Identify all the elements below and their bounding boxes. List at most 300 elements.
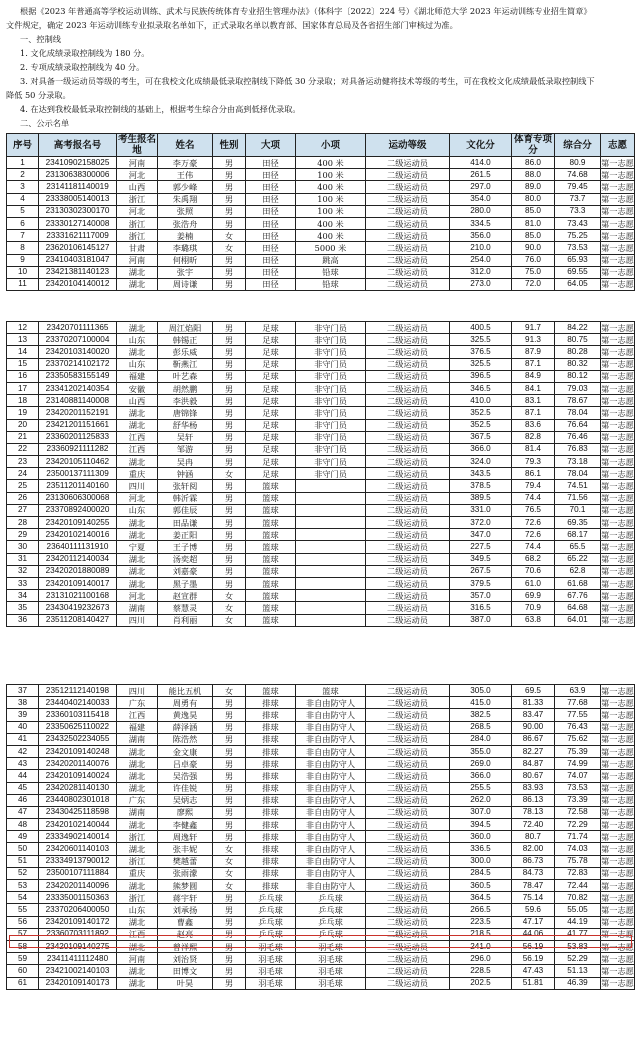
table-cell: 64.68 [555, 602, 601, 614]
table-cell [296, 553, 366, 565]
table-cell: 42 [7, 745, 39, 757]
table-row [7, 407, 635, 419]
table-cell: 76.64 [555, 419, 601, 431]
table-cell: 74.4 [512, 541, 555, 553]
table-row [7, 855, 635, 867]
table-cell: 二级运动员 [366, 590, 450, 602]
table-cell: 223.5 [450, 916, 512, 928]
table-cell: 355.0 [450, 745, 512, 757]
table-cell: 第一志愿 [601, 359, 634, 370]
table-cell: 266.5 [450, 904, 512, 916]
table-cell: 23421201151661 [39, 419, 117, 431]
table-cell: 男 [213, 965, 246, 977]
table-cell: 85.0 [512, 205, 555, 217]
table-cell: 74.68 [555, 169, 601, 181]
table-cell: 23420112140034 [39, 553, 117, 565]
table-cell [296, 590, 366, 602]
table-cell: 8 [7, 242, 39, 254]
table-cell: 312.0 [450, 266, 512, 278]
table-row [7, 806, 635, 818]
table-cell: 55.05 [555, 904, 601, 916]
table-cell: 李万豪 [158, 157, 213, 169]
table-row [7, 266, 635, 278]
table-cell: 男 [213, 904, 246, 916]
table-cell: 331.0 [450, 504, 512, 516]
table-cell: 23350583155149 [39, 370, 117, 382]
table-cell: 湖北 [117, 346, 158, 358]
table-cell: 366.0 [450, 770, 512, 782]
table-cell: 第一志愿 [601, 602, 634, 613]
table-cell: 23421381140123 [39, 266, 117, 278]
table-cell: 山东 [117, 334, 158, 346]
table-cell: 400 米 [296, 181, 366, 193]
table-cell: 湖南 [117, 733, 158, 745]
table-cell: 二级运动员 [366, 504, 450, 516]
table-cell: 349.5 [450, 553, 512, 565]
table-cell: 山东 [117, 504, 158, 516]
table-cell: 73.18 [555, 456, 601, 468]
table-cell: 女 [213, 685, 246, 697]
table-cell: 360.5 [450, 880, 512, 892]
table-cell: 二级运动员 [366, 382, 450, 394]
table-cell: 二级运动员 [366, 517, 450, 529]
table-cell: 第一志愿 [601, 346, 634, 357]
table-cell: 23130606300068 [39, 492, 117, 504]
table-cell: 23420104140012 [39, 278, 117, 290]
table-row [7, 382, 635, 394]
table-cell: 73.53 [555, 242, 601, 254]
table-cell: 非自由防守人 [296, 855, 366, 867]
table-cell: 23420109140173 [39, 977, 117, 989]
table-cell: 79.03 [555, 382, 601, 394]
table-cell: 黑子墨 [158, 577, 213, 589]
table-cell: 非守门员 [296, 395, 366, 407]
table-cell: 男 [213, 721, 246, 733]
table-cell: 二级运动员 [366, 880, 450, 892]
table-cell: 周江焰阳 [158, 322, 213, 334]
table-cell: 372.0 [450, 517, 512, 529]
table-cell: 56.19 [512, 953, 555, 965]
table-cell: 第一志愿 [601, 746, 634, 757]
table-cell: 男 [213, 193, 246, 205]
table-cell: 朱禹翔 [158, 193, 213, 205]
table-cell: 65.5 [555, 541, 601, 553]
table-cell: 福建 [117, 721, 158, 733]
table-cell: 重庆 [117, 867, 158, 879]
table-cell: 76.83 [555, 443, 601, 455]
table-cell: 61.0 [512, 577, 555, 589]
table-cell: 325.5 [450, 334, 512, 346]
table-cell: 74.51 [555, 480, 601, 492]
table-cell: 广东 [117, 697, 158, 709]
table-cell: 二级运动员 [366, 169, 450, 181]
table-cell: 87.9 [512, 346, 555, 358]
table-cell: 湖南 [117, 806, 158, 818]
table-cell: 非自由防守人 [296, 806, 366, 818]
table-cell: 273.0 [450, 278, 512, 290]
table-row [7, 334, 635, 346]
table-cell: 唐锦锋 [158, 407, 213, 419]
table-row [7, 443, 635, 455]
table-cell: 排球 [246, 855, 296, 867]
table-cell: 江西 [117, 431, 158, 443]
table-cell: 二级运动员 [366, 953, 450, 965]
table-cell: 二级运动员 [366, 843, 450, 855]
table-row [7, 322, 635, 334]
table-cell: 女 [213, 614, 246, 626]
table-cell: 排球 [246, 709, 296, 721]
table-cell: 曾祥熙 [158, 940, 213, 952]
table-row [7, 278, 635, 290]
table-cell: 吴浩强 [158, 770, 213, 782]
table-cell: 23440802301018 [39, 794, 117, 806]
table-cell [296, 541, 366, 553]
table-row [7, 480, 635, 492]
table-cell: 二级运动员 [366, 697, 450, 709]
table-cell: 周诗谦 [158, 278, 213, 290]
table-cell: 23430419232673 [39, 602, 117, 614]
table-cell: 23360921111282 [39, 443, 117, 455]
table-cell: 45 [7, 782, 39, 794]
table-cell: 23 [7, 456, 39, 468]
table-cell: 二级运动员 [366, 334, 450, 346]
table-cell: 357.0 [450, 590, 512, 602]
table-cell: 23330127140008 [39, 217, 117, 229]
table-cell: 第一志愿 [601, 395, 634, 406]
table-cell: 乒乓球 [296, 928, 366, 940]
control-line-3-cont: 降低 50 分录取。 [6, 90, 71, 100]
table-cell: 张丰妮 [158, 843, 213, 855]
table-cell: 第一志愿 [601, 371, 634, 382]
col-header: 考生报名地 [117, 134, 156, 156]
table-row [7, 745, 635, 757]
table-cell: 23420109140172 [39, 916, 117, 928]
table-cell: 篮球 [246, 614, 296, 626]
table-row [7, 358, 635, 370]
table-row [7, 831, 635, 843]
table-row [7, 217, 635, 229]
table-cell: 非自由防守人 [296, 843, 366, 855]
table-cell: 山西 [117, 395, 158, 407]
table-cell: 23420201880089 [39, 565, 117, 577]
table-cell: 72.6 [512, 529, 555, 541]
table-cell: 87.1 [512, 407, 555, 419]
table-cell: 79.3 [512, 456, 555, 468]
table-cell: 非自由防守人 [296, 880, 366, 892]
table-cell: 男 [213, 565, 246, 577]
table-cell: 篮球 [246, 577, 296, 589]
table-cell: 63.9 [555, 685, 601, 697]
table-row [7, 517, 635, 529]
table-cell: 田径 [246, 169, 296, 181]
table-cell: 篮球 [296, 685, 366, 697]
table-cell: 湖北 [117, 565, 158, 577]
table-cell: 69.5 [512, 685, 555, 697]
table-row [7, 468, 635, 480]
table-cell: 23341202140354 [39, 382, 117, 394]
table-cell: 排球 [246, 758, 296, 770]
table-cell: 第一志愿 [601, 279, 634, 290]
table-cell: 排球 [246, 819, 296, 831]
table-cell: 浙江 [117, 892, 158, 904]
table-cell: 71.56 [555, 492, 601, 504]
table-row [7, 504, 635, 516]
table-cell: 第一志愿 [601, 169, 634, 180]
table-cell [296, 504, 366, 516]
table-cell: 23411411112480 [39, 953, 117, 965]
table-cell: 3 [7, 181, 39, 193]
table-cell: 75.0 [512, 266, 555, 278]
table-cell: 72.6 [512, 517, 555, 529]
col-header: 序号 [7, 134, 39, 157]
table-cell: 第一志愿 [601, 206, 634, 217]
table-cell: 23350625110022 [39, 721, 117, 733]
table-cell: 72.40 [512, 819, 555, 831]
table-cell: 四川 [117, 685, 158, 697]
table-cell: 田径 [246, 278, 296, 290]
table-cell: 91.3 [512, 334, 555, 346]
table-cell: 广东 [117, 794, 158, 806]
table-cell: 84.1 [512, 382, 555, 394]
table-cell: 湖北 [117, 322, 158, 334]
table-cell: 非自由防守人 [296, 721, 366, 733]
table-cell: 60 [7, 965, 39, 977]
table-cell: 53 [7, 880, 39, 892]
table-cell: 23410902158025 [39, 157, 117, 169]
table-cell: 男 [213, 953, 246, 965]
table-row [7, 205, 635, 217]
table-cell: 二级运动员 [366, 855, 450, 867]
table-cell: 46.39 [555, 977, 601, 989]
table-cell: 83.6 [512, 419, 555, 431]
table-cell: 李璐琪 [158, 242, 213, 254]
table-cell: 田博文 [158, 965, 213, 977]
table-cell: 91.7 [512, 322, 555, 334]
roster-table-1 [6, 133, 635, 291]
table-cell: 羽毛球 [246, 965, 296, 977]
table-cell: 二级运动员 [366, 157, 450, 169]
col-header: 体育专项分 [512, 134, 555, 157]
table-cell: 74.99 [555, 758, 601, 770]
table-cell: 23440402140033 [39, 697, 117, 709]
table-cell: 乒乓球 [296, 892, 366, 904]
table-cell: 篮球 [246, 602, 296, 614]
table-cell: 41.77 [555, 928, 601, 940]
col-header: 姓名 [158, 134, 213, 157]
table-cell: 二级运动员 [366, 892, 450, 904]
table-cell: 354.0 [450, 193, 512, 205]
table-cell: 第一志愿 [601, 709, 634, 720]
table-cell: 86.67 [512, 733, 555, 745]
table-cell: 54 [7, 892, 39, 904]
table-cell: 400 米 [296, 217, 366, 229]
table-cell: 二级运动员 [366, 831, 450, 843]
table-cell: 75.62 [555, 733, 601, 745]
table-cell: 378.5 [450, 480, 512, 492]
table-cell: 湖北 [117, 745, 158, 757]
table-cell: 49 [7, 831, 39, 843]
table-cell: 70.9 [512, 602, 555, 614]
table-cell: 羽毛球 [246, 977, 296, 989]
table-cell: 第一志愿 [601, 856, 634, 867]
table-cell: 第一志愿 [601, 758, 634, 769]
table-cell: 25 [7, 480, 39, 492]
table-cell: 第一志愿 [601, 697, 634, 708]
table-cell: 376.5 [450, 346, 512, 358]
table-cell: 安徽 [117, 382, 158, 394]
table-cell: 10 [7, 266, 39, 278]
table-cell: 69.9 [512, 590, 555, 602]
table-cell: 352.5 [450, 419, 512, 431]
table-cell: 53.83 [555, 940, 601, 952]
table-cell: 23360103115418 [39, 709, 117, 721]
table-cell: 第一志愿 [601, 807, 634, 818]
table-cell: 男 [213, 770, 246, 782]
table-cell: 排球 [246, 782, 296, 794]
table-cell: 23432502234055 [39, 733, 117, 745]
table-cell: 男 [213, 577, 246, 589]
table-cell: 二级运动员 [366, 770, 450, 782]
table-cell: 23360201125833 [39, 431, 117, 443]
table-cell: 女 [213, 880, 246, 892]
table-cell: 70.1 [555, 504, 601, 516]
table-cell: 张宇 [158, 266, 213, 278]
table-cell: 二级运动员 [366, 217, 450, 229]
table-cell: 73.53 [555, 782, 601, 794]
col-header: 性别 [213, 134, 246, 157]
table-cell: 男 [213, 419, 246, 431]
table-cell: 77.68 [555, 697, 601, 709]
table-cell: 张照 [158, 205, 213, 217]
table-cell: 宁夏 [117, 541, 158, 553]
table-cell: 韩沂霖 [158, 492, 213, 504]
table-cell: 男 [213, 358, 246, 370]
table-row [7, 953, 635, 965]
table-cell: 415.0 [450, 697, 512, 709]
table-cell: 湖北 [117, 266, 158, 278]
table-cell: 田径 [246, 217, 296, 229]
table-cell: 86.13 [512, 794, 555, 806]
table-cell: 72.29 [555, 819, 601, 831]
table-cell: 篮球 [246, 504, 296, 516]
table-cell: 湖北 [117, 517, 158, 529]
table-cell: 江西 [117, 709, 158, 721]
table-cell: 75.25 [555, 230, 601, 242]
table-cell: 姜正阳 [158, 529, 213, 541]
table-cell: 跳高 [296, 254, 366, 266]
table-cell: 第一志愿 [601, 795, 634, 806]
table-cell: 73.43 [555, 217, 601, 229]
table-cell: 316.5 [450, 602, 512, 614]
table-cell: 40 [7, 721, 39, 733]
table-cell: 20 [7, 419, 39, 431]
table-cell: 非自由防守人 [296, 733, 366, 745]
table-cell: 第一志愿 [601, 456, 634, 467]
table-cell: 61.68 [555, 577, 601, 589]
table-cell: 足球 [246, 370, 296, 382]
table-cell: 湖北 [117, 407, 158, 419]
table-cell: 熊梦圆 [158, 880, 213, 892]
table-row [7, 685, 635, 697]
table-cell: 81.33 [512, 697, 555, 709]
table-cell: 福建 [117, 370, 158, 382]
table-row [7, 254, 635, 266]
table-cell: 山东 [117, 904, 158, 916]
table-cell: 24 [7, 468, 39, 480]
table-cell: 田径 [246, 266, 296, 278]
col-header: 文化分 [450, 134, 512, 157]
table-cell: 湖南 [117, 602, 158, 614]
table-cell: 81.0 [512, 217, 555, 229]
table-cell: 75.14 [512, 892, 555, 904]
table-cell: 郭佳辰 [158, 504, 213, 516]
table-cell: 63.8 [512, 614, 555, 626]
table-cell: 77.55 [555, 709, 601, 721]
table-cell: 80.12 [555, 370, 601, 382]
table-cell: 23420105110462 [39, 456, 117, 468]
table-cell: 31 [7, 553, 39, 565]
table-cell: 排球 [246, 806, 296, 818]
table-cell: 23420109140255 [39, 517, 117, 529]
table-cell: 湖北 [117, 916, 158, 928]
table-row [7, 242, 635, 254]
table-cell: 366.0 [450, 443, 512, 455]
table-cell: 四川 [117, 614, 158, 626]
table-cell: 非自由防守人 [296, 758, 366, 770]
table-row [7, 721, 635, 733]
table-cell: 第一志愿 [601, 383, 634, 394]
table-cell: 二级运动员 [366, 553, 450, 565]
table-cell: 12 [7, 322, 39, 334]
table-cell: 75.39 [555, 745, 601, 757]
table-cell: 浙江 [117, 855, 158, 867]
table-cell: 第一志愿 [601, 722, 634, 733]
table-cell: 23130638300006 [39, 169, 117, 181]
table-cell: 69.35 [555, 517, 601, 529]
table-cell: 足球 [246, 395, 296, 407]
table-cell: 非自由防守人 [296, 745, 366, 757]
table-cell: 张雨濛 [158, 867, 213, 879]
table-cell: 排球 [246, 770, 296, 782]
control-line-2: 2. 专项成绩录取控制线为 40 分。 [20, 62, 145, 72]
table-cell: 55 [7, 904, 39, 916]
table-cell: 二级运动员 [366, 419, 450, 431]
table-cell: 29 [7, 529, 39, 541]
table-cell: 重庆 [117, 468, 158, 480]
table-cell: 23620106145127 [39, 242, 117, 254]
table-cell: 73.3 [555, 205, 601, 217]
table-cell: 第一志愿 [601, 181, 634, 192]
table-cell [296, 614, 366, 626]
table-row [7, 431, 635, 443]
table-cell: 男 [213, 266, 246, 278]
table-cell: 第一志愿 [601, 685, 634, 696]
table-cell: 非自由防守人 [296, 867, 366, 879]
table-row [7, 553, 635, 565]
table-cell: 400 米 [296, 157, 366, 169]
table-cell: 廖熙 [158, 806, 213, 818]
table-cell: 田径 [246, 157, 296, 169]
table-cell: 男 [213, 794, 246, 806]
table-cell: 23640111131910 [39, 541, 117, 553]
table-cell: 二级运动员 [366, 322, 450, 334]
table-cell: 河北 [117, 492, 158, 504]
table-cell: 篮球 [246, 553, 296, 565]
table-cell: 二级运动员 [366, 230, 450, 242]
table-row [7, 492, 635, 504]
table-cell: 二级运动员 [366, 266, 450, 278]
table-cell: 47.43 [512, 965, 555, 977]
